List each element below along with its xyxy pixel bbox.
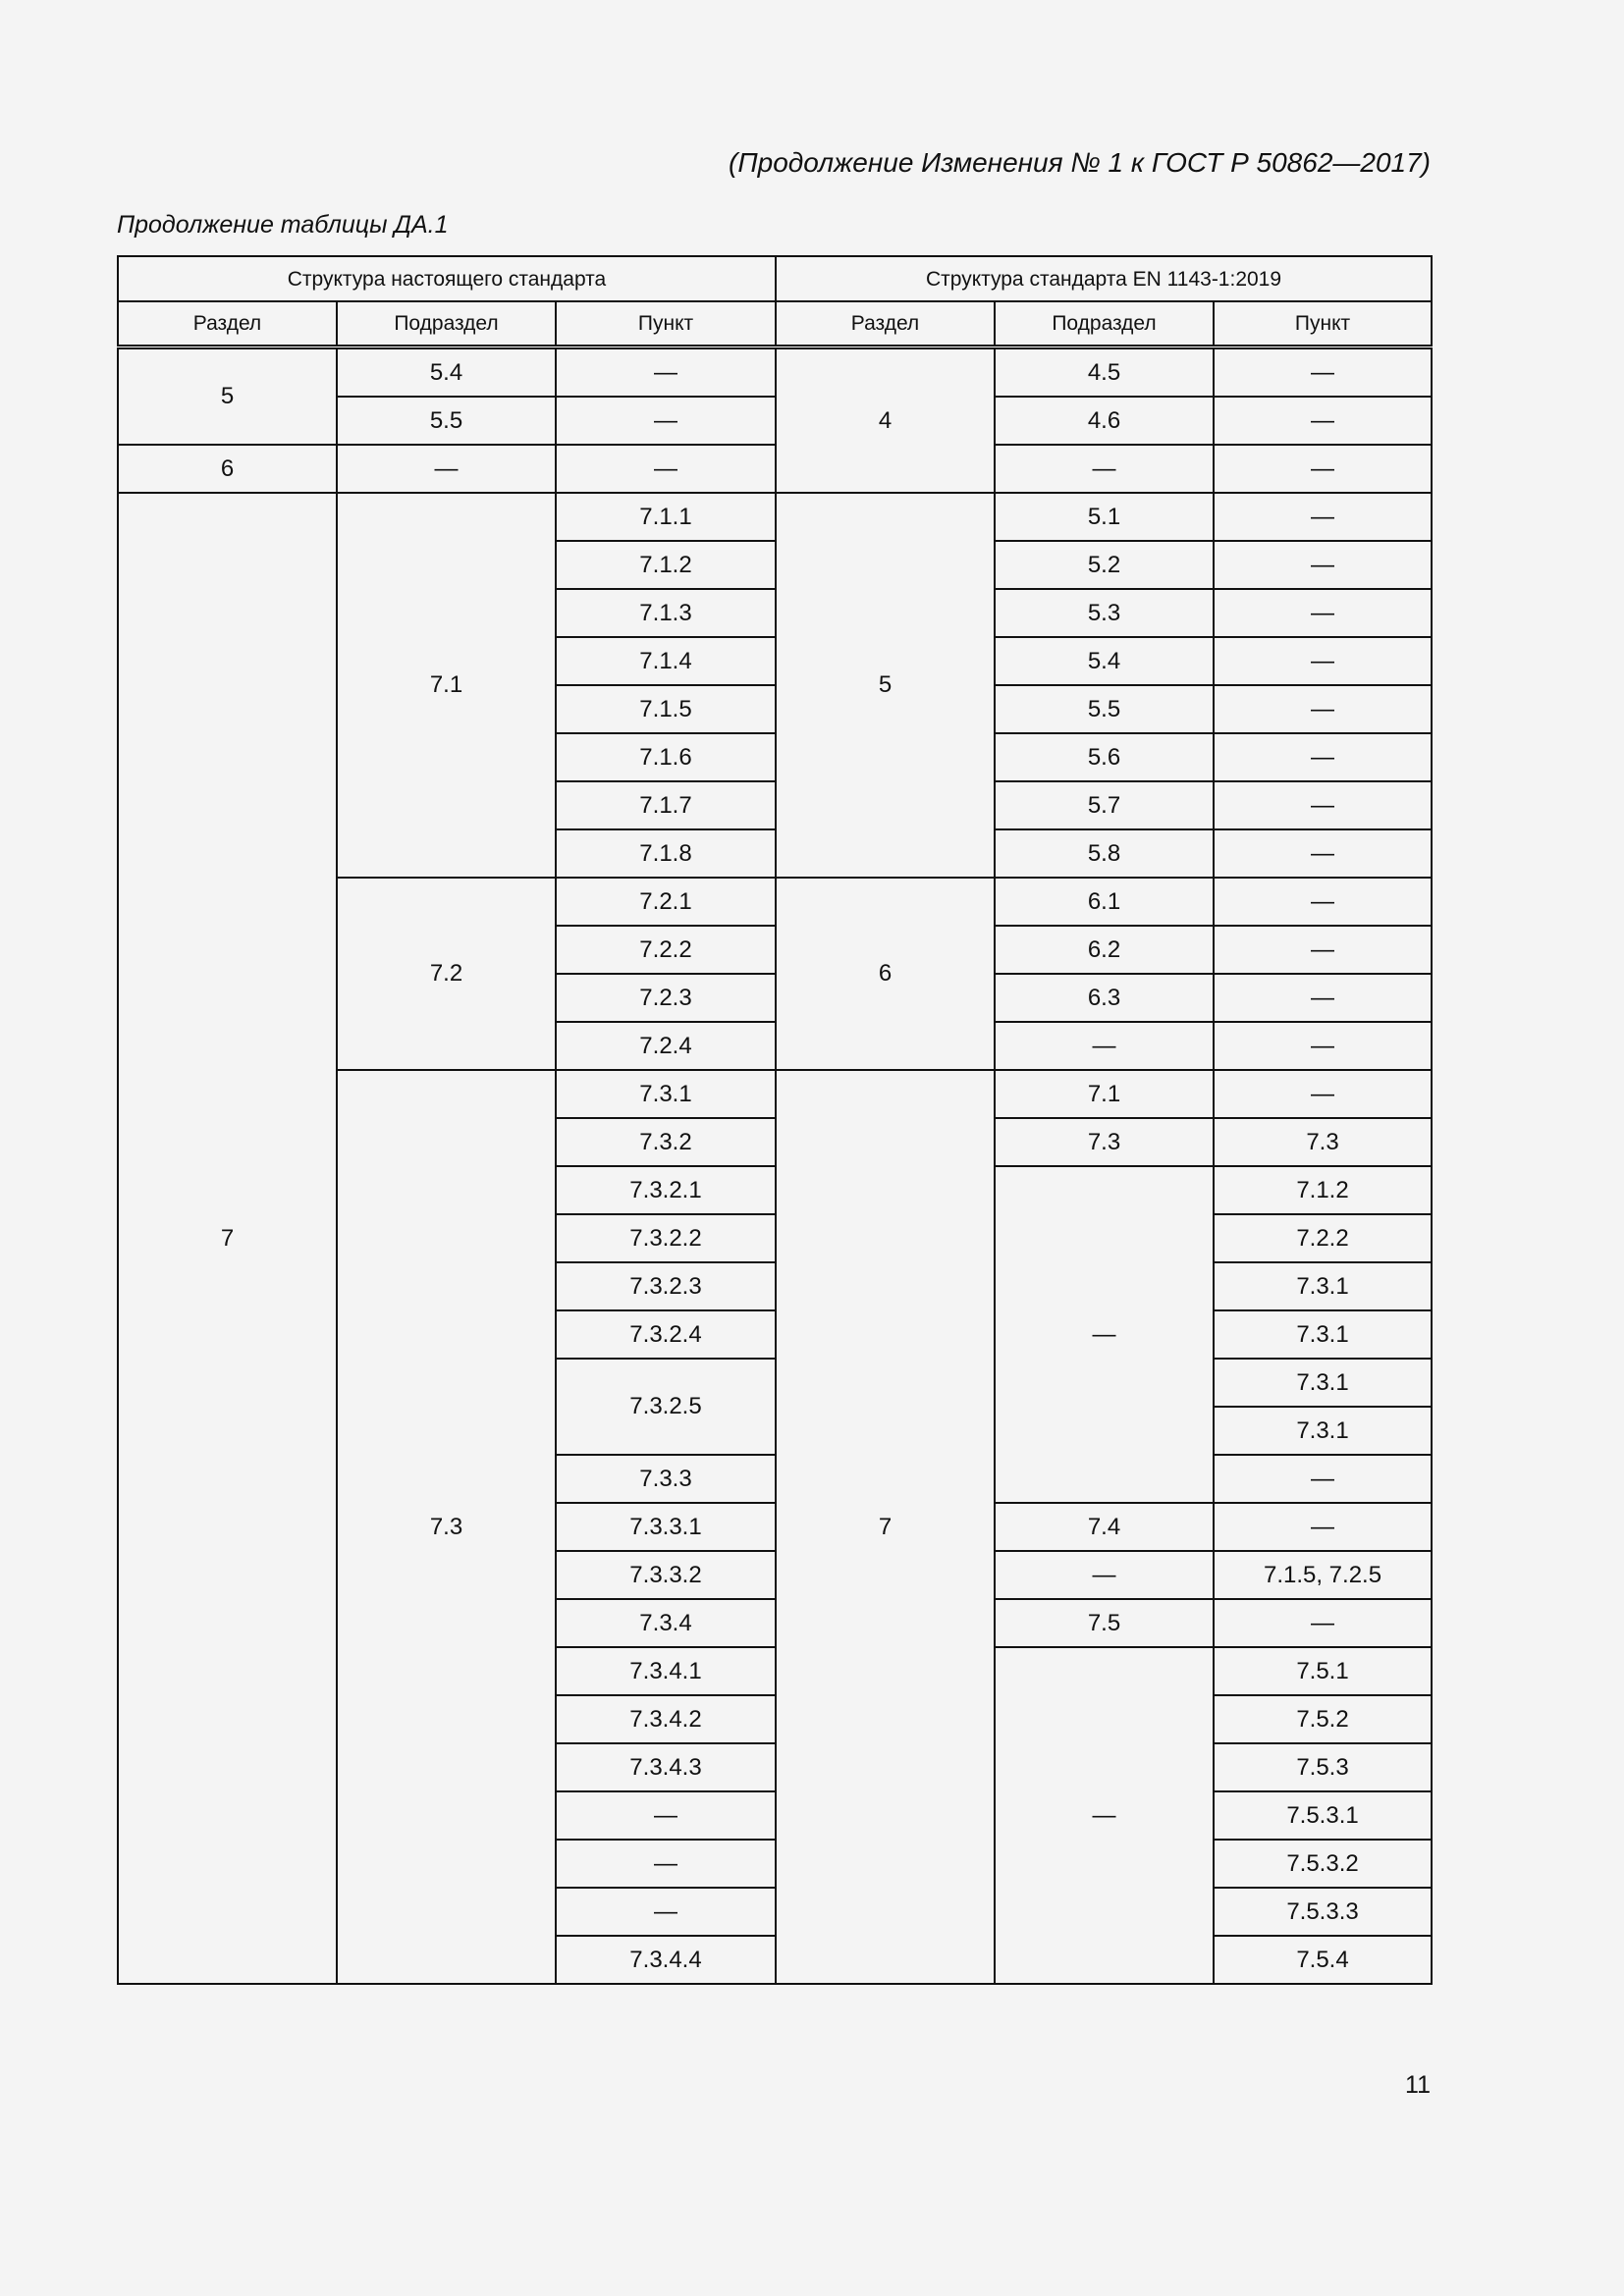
cell-item: 7.3.2.4 <box>556 1310 776 1359</box>
cell-item: 7.3.1 <box>556 1070 776 1118</box>
cell-en-item: — <box>1214 1070 1432 1118</box>
cell-en-section: 4 <box>776 347 995 494</box>
cell-en-item: 7.5.2 <box>1214 1695 1432 1743</box>
cell-en-item: 7.3.1 <box>1214 1407 1432 1455</box>
cell-item: 7.1.6 <box>556 733 776 781</box>
cell-en-subsection: 6.1 <box>995 878 1214 926</box>
cell-item: 7.1.4 <box>556 637 776 685</box>
cell-item: 7.3.2.3 <box>556 1262 776 1310</box>
cell-item: 7.3.3.2 <box>556 1551 776 1599</box>
cell-item: — <box>556 1840 776 1888</box>
cell-en-item: — <box>1214 974 1432 1022</box>
cell-item: 7.2.2 <box>556 926 776 974</box>
cell-en-subsection: 5.8 <box>995 829 1214 878</box>
cell-en-item: 7.3.1 <box>1214 1359 1432 1407</box>
cell-en-subsection: 5.2 <box>995 541 1214 589</box>
cell-en-subsection: 5.1 <box>995 493 1214 541</box>
cell-en-item: — <box>1214 733 1432 781</box>
header-subsection: Подраздел <box>995 301 1214 347</box>
cell-item: 7.1.1 <box>556 493 776 541</box>
cell-item: 7.3.4.3 <box>556 1743 776 1791</box>
header-item: Пункт <box>1214 301 1432 347</box>
cell-en-subsection: 4.6 <box>995 397 1214 445</box>
cell-en-item: 7.1.2 <box>1214 1166 1432 1214</box>
cell-en-item: — <box>1214 926 1432 974</box>
header-section: Раздел <box>118 301 337 347</box>
table-caption: Продолжение таблицы ДА.1 <box>117 211 449 239</box>
cell-en-item: 7.5.3 <box>1214 1743 1432 1791</box>
cell-en-subsection: — <box>995 1022 1214 1070</box>
cell-en-item: 7.3.1 <box>1214 1310 1432 1359</box>
cell-subsection: 7.1 <box>337 493 556 878</box>
cell-en-item: — <box>1214 878 1432 926</box>
cell-en-item: — <box>1214 1455 1432 1503</box>
running-head: (Продолжение Изменения № 1 к ГОСТ Р 50862—2017) <box>729 147 1431 178</box>
header-en-standard: Структура стандарта EN 1143-1:2019 <box>776 256 1432 301</box>
table-body <box>118 347 1432 1985</box>
cell-item: 7.3.3.1 <box>556 1503 776 1551</box>
cell-section: 5 <box>118 347 337 446</box>
cell-item: 7.2.4 <box>556 1022 776 1070</box>
cell-en-section: 6 <box>776 878 995 1070</box>
cell-en-subsection: 5.7 <box>995 781 1214 829</box>
cell-item: 7.1.3 <box>556 589 776 637</box>
cell-en-subsection: 4.5 <box>995 347 1214 398</box>
cell-en-subsection: 5.6 <box>995 733 1214 781</box>
cell-item: 7.1.5 <box>556 685 776 733</box>
cell-en-item: 7.5.3.3 <box>1214 1888 1432 1936</box>
cell-en-item: 7.5.3.2 <box>1214 1840 1432 1888</box>
cell-en-item: 7.3 <box>1214 1118 1432 1166</box>
cell-en-item: — <box>1214 397 1432 445</box>
cell-item: — <box>556 445 776 493</box>
cell-item: 7.3.3 <box>556 1455 776 1503</box>
table-row <box>118 493 1432 541</box>
cell-en-item: 7.5.1 <box>1214 1647 1432 1695</box>
cell-subsection: 7.2 <box>337 878 556 1070</box>
cell-en-subsection: 5.3 <box>995 589 1214 637</box>
header-section: Раздел <box>776 301 995 347</box>
cell-en-item: — <box>1214 541 1432 589</box>
cell-en-item: 7.2.2 <box>1214 1214 1432 1262</box>
cell-en-item: — <box>1214 637 1432 685</box>
cell-en-subsection: — <box>995 1551 1214 1599</box>
cell-item: 7.3.2.2 <box>556 1214 776 1262</box>
cell-en-item: — <box>1214 347 1432 398</box>
cell-en-subsection: — <box>995 1166 1214 1503</box>
cell-en-item: 7.5.3.1 <box>1214 1791 1432 1840</box>
header-item: Пункт <box>556 301 776 347</box>
cell-subsection: 7.3 <box>337 1070 556 1984</box>
cell-en-item: 7.3.1 <box>1214 1262 1432 1310</box>
cell-en-item: — <box>1214 685 1432 733</box>
cell-en-section: 7 <box>776 1070 995 1984</box>
cell-item: — <box>556 347 776 398</box>
cell-item: — <box>556 1791 776 1840</box>
cell-item: 7.3.4.1 <box>556 1647 776 1695</box>
cell-en-subsection: — <box>995 445 1214 493</box>
cell-section: 7 <box>118 493 337 1984</box>
cell-item: 7.3.4 <box>556 1599 776 1647</box>
cell-item: 7.3.4.4 <box>556 1936 776 1984</box>
table-row <box>118 347 1432 398</box>
cell-en-item: — <box>1214 1022 1432 1070</box>
header-subsection: Подраздел <box>337 301 556 347</box>
cell-subsection: 5.4 <box>337 347 556 398</box>
cell-en-subsection: 5.4 <box>995 637 1214 685</box>
page-number: 11 <box>1405 2071 1431 2099</box>
cell-en-item: — <box>1214 493 1432 541</box>
cell-en-subsection: 7.4 <box>995 1503 1214 1551</box>
cell-item: 7.3.2.5 <box>556 1359 776 1455</box>
cell-subsection: — <box>337 445 556 493</box>
cell-en-subsection: 5.5 <box>995 685 1214 733</box>
cell-en-subsection: — <box>995 1647 1214 1984</box>
cell-en-item: 7.1.5, 7.2.5 <box>1214 1551 1432 1599</box>
cell-en-item: — <box>1214 589 1432 637</box>
cell-item: 7.3.2.1 <box>556 1166 776 1214</box>
cell-item: 7.1.7 <box>556 781 776 829</box>
cell-item: — <box>556 1888 776 1936</box>
correspondence-table <box>117 255 1433 1985</box>
cell-item: 7.3.4.2 <box>556 1695 776 1743</box>
cell-subsection: 5.5 <box>337 397 556 445</box>
cell-en-item: — <box>1214 1599 1432 1647</box>
cell-en-item: — <box>1214 781 1432 829</box>
cell-item: — <box>556 397 776 445</box>
cell-en-subsection: 7.1 <box>995 1070 1214 1118</box>
cell-item: 7.3.2 <box>556 1118 776 1166</box>
cell-en-subsection: 7.3 <box>995 1118 1214 1166</box>
table-row <box>118 445 1432 493</box>
cell-item: 7.2.3 <box>556 974 776 1022</box>
cell-en-subsection: 7.5 <box>995 1599 1214 1647</box>
cell-en-section: 5 <box>776 493 995 878</box>
cell-en-item: — <box>1214 445 1432 493</box>
cell-item: 7.1.8 <box>556 829 776 878</box>
cell-item: 7.2.1 <box>556 878 776 926</box>
cell-en-subsection: 6.3 <box>995 974 1214 1022</box>
cell-en-item: — <box>1214 829 1432 878</box>
cell-section: 6 <box>118 445 337 493</box>
cell-en-item: 7.5.4 <box>1214 1936 1432 1984</box>
cell-en-item: — <box>1214 1503 1432 1551</box>
header-current-standard: Структура настоящего стандарта <box>118 256 776 301</box>
cell-en-subsection: 6.2 <box>995 926 1214 974</box>
cell-item: 7.1.2 <box>556 541 776 589</box>
